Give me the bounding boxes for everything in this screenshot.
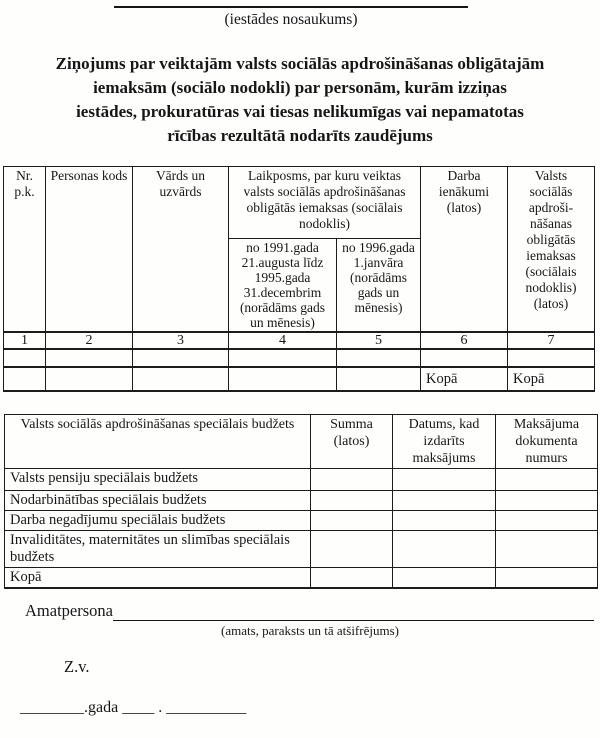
budget-row-label: Darba negadījumu speciālais budžets [5,511,311,531]
header-amount: Summa (latos) [311,415,393,469]
empty-cell [311,511,393,531]
official-signature-row [25,601,594,621]
institution-name-caption: (iestādes nosaukums) [224,11,358,28]
budget-row-total [5,568,598,589]
header-document-number: Maksājuma dokumenta numurs [496,415,598,469]
contributions-table [3,166,595,392]
budget-row-work-accidents [5,511,598,531]
institution-name-blank-line [114,6,468,8]
document-title-line: iestādes, prokuratūras vai tiesas nelikumīgas vai nepamatotas [76,102,524,121]
total-label-income: Kopā [421,367,508,391]
budget-row-pensions [5,469,598,491]
empty-cell [393,491,496,511]
empty-cell [337,349,421,367]
empty-cell [496,491,598,511]
empty-cell [311,568,393,589]
header-period-1991-1995: no 1991.gada 21.augusta līdz 1995.gada 31.decembrim (norādāms gads un mēnesis) [229,239,337,333]
header-payment-date: Datums, kad izdarīts maksājums [393,415,496,469]
budget-row-label: Invaliditātes, maternitātes un slimības speciālais budžets [5,531,311,568]
empty-cell [337,367,421,391]
column-number-cell: 7 [508,332,595,349]
header-period-1996: no 1996.gada 1.janvāra (norādāms gads un mēnesis) [337,239,421,333]
budget-row-label: Valsts pensiju speciālais budžets [5,469,311,491]
budget-row-label: Nodarbinātības speciālais budžets [5,491,311,511]
empty-cell [46,349,133,367]
column-number-cell: 6 [421,332,508,349]
empty-cell [496,531,598,568]
empty-cell [393,568,496,589]
entry-row [4,349,595,367]
date-blank-line: ________.gada ____ . __________ [20,699,247,716]
column-number-row [4,332,595,349]
signature-blank-line [113,602,594,621]
empty-cell [133,367,229,391]
empty-cell [46,367,133,391]
empty-cell [508,349,595,367]
header-number: Nr. p.k. [4,167,46,333]
column-number-cell: 2 [46,332,133,349]
empty-cell [496,511,598,531]
document-title-line: iemaksām (sociālo nodokli) par personām, kurām izziņas [93,78,507,97]
total-label-contributions: Kopā [508,367,595,391]
header-work-income: Darba ienākumi (latos) [421,167,508,333]
empty-cell [229,367,337,391]
total-row [4,367,595,391]
column-number-cell: 3 [133,332,229,349]
signature-caption: (amats, paraksts un tā atšifrējums) [221,623,399,638]
header-personal-code: Personas kods [46,167,133,333]
empty-cell [393,531,496,568]
budget-row-disability-maternity-sickness [5,531,598,568]
empty-cell [4,367,46,391]
header-name-surname: Vārds un uzvārds [133,167,229,333]
official-label: Amatpersona [25,601,113,620]
budget-row-employment [5,491,598,511]
column-number-cell: 4 [229,332,337,349]
header-period-group: Laikposms, par kuru veiktas valsts sociālās apdrošināšanas obligātās iemaksas (sociālais nodoklis) [229,167,421,239]
empty-cell [496,568,598,589]
header-mandatory-contributions: Valsts sociālās apdroši-nāšanas obligātās iemaksas (sociālais nodoklis) (latos) [508,167,595,333]
empty-cell [229,349,337,367]
institution-name-block [114,6,468,29]
column-number-cell: 1 [4,332,46,349]
empty-cell [496,469,598,491]
document-title-line: Ziņojums par veiktajām valsts sociālās apdrošināšanas obligātajām [55,54,545,73]
empty-cell [311,469,393,491]
empty-cell [393,469,496,491]
empty-cell [311,531,393,568]
header-budget: Valsts sociālās apdrošināšanas speciālais budžets [5,415,311,469]
seal-placeholder-label: Z.v. [64,657,90,676]
empty-cell [421,349,508,367]
empty-cell [393,511,496,531]
budget-table [4,414,598,589]
document-title [0,52,600,148]
empty-cell [4,349,46,367]
column-number-cell: 5 [337,332,421,349]
document-title-line: rīcības rezultātā nodarīts zaudējums [167,126,433,145]
empty-cell [311,491,393,511]
empty-cell [133,349,229,367]
budget-total-label: Kopā [5,568,311,589]
